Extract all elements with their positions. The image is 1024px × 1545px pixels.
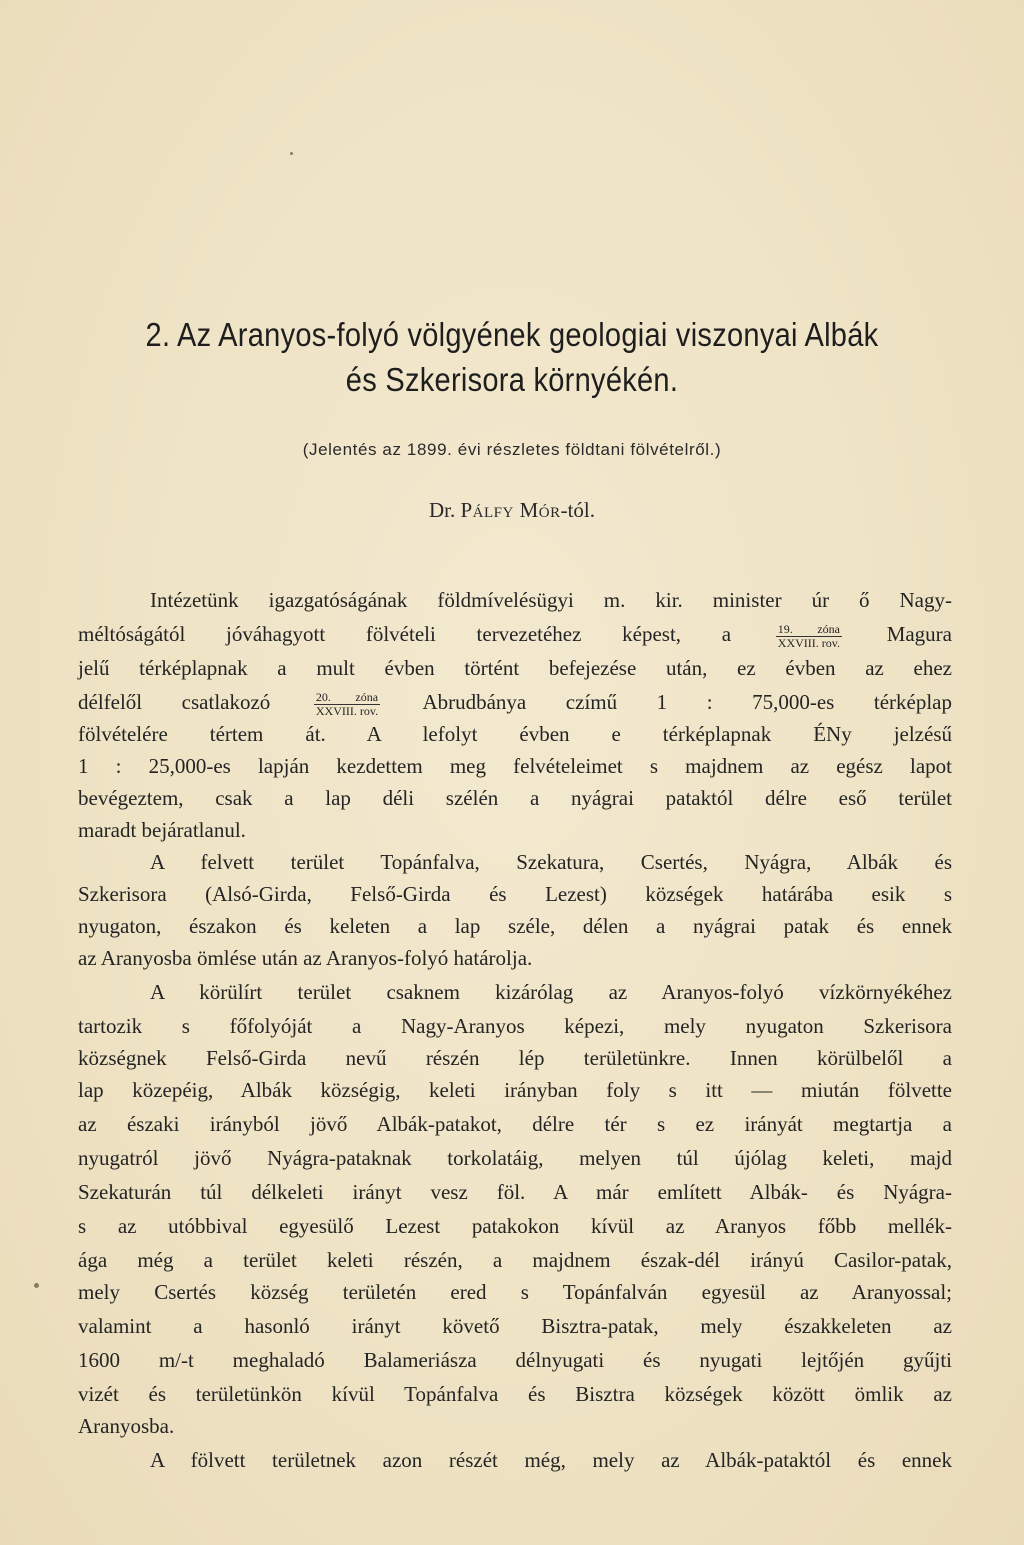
title-line-2: és Szkerisora környékén. bbox=[345, 361, 679, 398]
paragraph-line: mely Csertés község területén ered s Topánfalván egyesül az Aranyossal; bbox=[78, 1280, 952, 1304]
paragraph-line: bevégeztem, csak a lap déli szélén a nyágrai pataktól délre eső terület bbox=[78, 786, 952, 810]
paragraph-line: jelű térképlapnak a mult évben történt befejezése után, ez évben az ehez bbox=[78, 656, 952, 680]
paragraph-line: vizét és területünkön kívül Topánfalva és Bisztra községek között ömlik az bbox=[78, 1382, 952, 1406]
fraction-denominator: XXVIII. rov. bbox=[315, 703, 379, 718]
zone-fraction-19 bbox=[776, 623, 842, 650]
paragraph-line: ága még a terület keleti részén, a majdnem észak-dél irányú Casilor-patak, bbox=[78, 1248, 952, 1272]
fraction-denominator: XXVIII. rov. bbox=[777, 635, 840, 650]
paragraph-line: A felvett terület Topánfalva, Szekatura, Csertés, Nyágra, Albák és bbox=[150, 850, 952, 874]
fraction-numerator: 19. zóna bbox=[777, 621, 840, 636]
paragraph-line bbox=[78, 618, 952, 650]
paragraph-line: Intézetünk igazgatóságának földmívelésügyi m. kir. minister úr ő Nagy- bbox=[150, 588, 952, 612]
paragraph-line: maradt bejáratlanul. bbox=[78, 818, 246, 842]
paragraph-line: s az utóbbival egyesülő Lezest patakokon kívül az Aranyos főbb mellék- bbox=[78, 1214, 952, 1238]
paragraph-line: lap közepéig, Albák községig, keleti irányban foly s itt — miután fölvette bbox=[78, 1078, 952, 1102]
line-text: délfelől csatlakozó bbox=[78, 690, 271, 714]
line-text: méltóságától jóváhagyott fölvételi tervezetéhez képest, a bbox=[78, 622, 732, 646]
paper-speck bbox=[34, 1283, 39, 1288]
paragraph-line: 1 : 25,000-es lapján kezdettem meg felvételeimet s majdnem az egész lapot bbox=[78, 754, 952, 778]
paragraph-line: Szkerisora (Alsó-Girda, Felső-Girda és Lezest) községek határába esik s bbox=[78, 882, 952, 906]
paragraph-line: az Aranyosba ömlése után az Aranyos-folyó határolja. bbox=[78, 946, 533, 970]
paragraph-line: valamint a hasonló irányt követő Bisztra-patak, mely északkeleten az bbox=[78, 1314, 952, 1338]
paragraph-line: nyugaton, északon és keleten a lap széle, délen a nyágrai patak és ennek bbox=[78, 914, 952, 938]
paragraph-line: Aranyosba. bbox=[78, 1414, 175, 1438]
zone-fraction-20 bbox=[314, 691, 380, 718]
paragraph-line: fölvételére tértem át. A lefolyt évben e térképlapnak ÉNy jelzésű bbox=[78, 722, 952, 746]
paragraph-line: tartozik s főfolyóját a Nagy-Aranyos képezi, mely nyugaton Szkerisora bbox=[78, 1014, 952, 1038]
paper-speck bbox=[290, 152, 293, 155]
paragraph-line: 1600 m/-t meghaladó Balameriásza délnyugati és nyugati lejtőjén gyűjti bbox=[78, 1348, 952, 1372]
line-text: Abrudbánya czímű 1 : 75,000-es térképlap bbox=[422, 690, 952, 714]
author-name: Pálfy Mór bbox=[460, 498, 561, 522]
paragraph-line: nyugatról jövő Nyágra-pataknak torkolatáig, melyen túl újólag keleti, majd bbox=[78, 1146, 952, 1170]
paragraph-line: A körülírt terület csaknem kizárólag az Aranyos-folyó vízkörnyékéhez bbox=[150, 980, 952, 1004]
paragraph-line bbox=[78, 686, 952, 718]
paragraph-line: az északi irányból jövő Albák-patakot, délre tér s ez irányát megtartja a bbox=[78, 1112, 952, 1136]
author-prefix: Dr. bbox=[428, 498, 456, 522]
author-suffix: -tól. bbox=[560, 498, 596, 522]
author-line bbox=[0, 498, 1024, 523]
title-line-1: 2. Az Aranyos-folyó völgyének geologiai viszonyai Albák bbox=[145, 316, 879, 353]
paragraph-line: községnek Felső-Girda nevű részén lép területünkre. Innen körülbelől a bbox=[78, 1046, 952, 1070]
subtitle: (Jelentés az 1899. évi részletes földtani fölvételről.) bbox=[302, 440, 722, 459]
fraction-numerator: 20. zóna bbox=[315, 689, 379, 704]
paragraph-line: A fölvett területnek azon részét még, mely az Albák-pataktól és ennek bbox=[150, 1448, 952, 1472]
paragraph-line: Szekaturán túl délkeleti irányt vesz föl. A már említett Albák- és Nyágra- bbox=[78, 1180, 952, 1204]
line-text: Magura bbox=[886, 622, 952, 646]
